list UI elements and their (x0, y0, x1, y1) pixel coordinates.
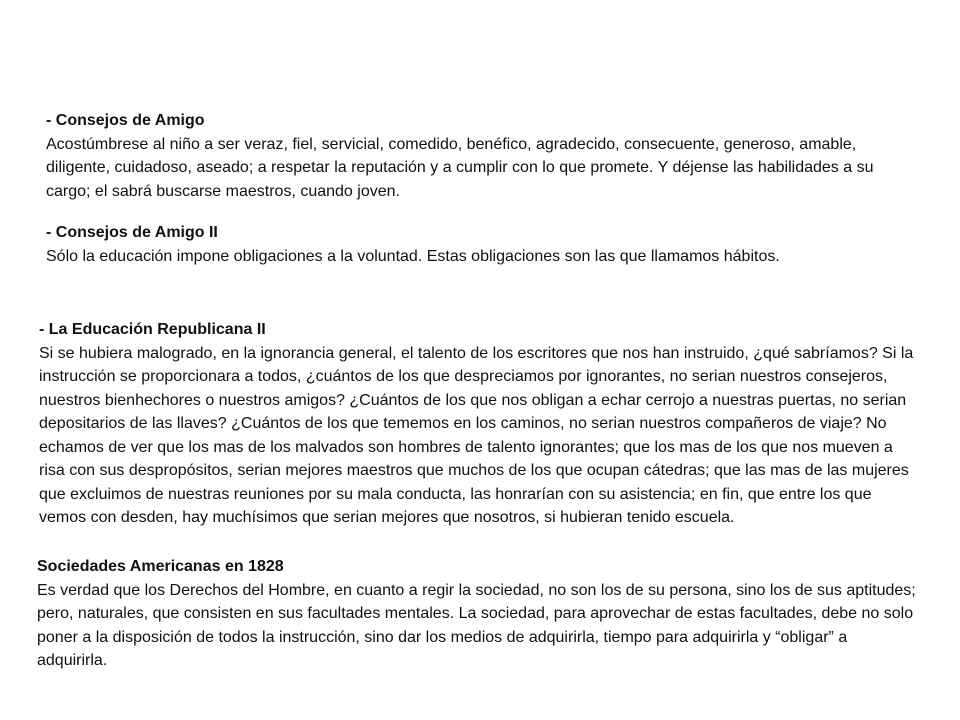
section-title: - Consejos de Amigo (46, 112, 205, 129)
section-educacion-republicana-ii (39, 318, 919, 530)
section-title: Sociedades Americanas en 1828 (37, 558, 284, 575)
section-consejos-de-amigo-ii (46, 221, 896, 268)
section-body: Si se hubiera malogrado, en la ignorancia general, el talento de los escritores que nos han instruido, ¿qué sabríamos? Si la instrucción se proporcionara a todos, ¿cuántos de los que despreciamos por ignorantes, no serian nuestros consejeros, nuestros bienhechores o nuestros amigos? ¿Cuántos de los que nos obligan a echar cerrojo a nuestras puertas, no serian depositarios de las llaves? ¿Cuántos de los que tememos en los caminos, no serian nuestros compañeros de viaje? No echamos de ver que los mas de los malvados son hombres de talento ignorantes; que los mas de los que nos mueven a risa con sus despropósitos, serian mejores maestros que muchos de los que ocupan cátedras; que las mas de las mujeres que excluimos de nuestras reuniones por su mala conducta, las honrarían con su asistencia; en fin, que entre los que vemos con desden, hay muchísimos que serian mejores que nosotros, si hubieran tenido escuela. (39, 344, 914, 526)
section-sociedades-americanas (37, 555, 917, 673)
section-title: - Consejos de Amigo II (46, 224, 218, 241)
section-body: Sólo la educación impone obligaciones a la voluntad. Estas obligaciones son las que llamamos hábitos. (46, 247, 780, 265)
section-body: Acostúmbrese al niño a ser veraz, fiel, servicial, comedido, benéfico, agradecido, consecuente, generoso, amable, diligente, cuidadoso, aseado; a respetar la reputación y a cumplir con lo que promete. Y déjense las habilidades a su cargo; el sabrá buscarse maestros, cuando joven. (46, 135, 874, 200)
section-consejos-de-amigo (46, 109, 896, 203)
section-title: - La Educación Republicana II (39, 321, 266, 338)
section-body: Es verdad que los Derechos del Hombre, en cuanto a regir la sociedad, no son los de su persona, sino los de sus aptitudes; pero, naturales, que consisten en sus facultades mentales. La sociedad, para aprovechar de estas facultades, debe no solo poner a la disposición de todos la instrucción, sino dar los medios de adquirirla, tiempo para adquirirla y “obligar” a adquirirla. (37, 581, 916, 669)
